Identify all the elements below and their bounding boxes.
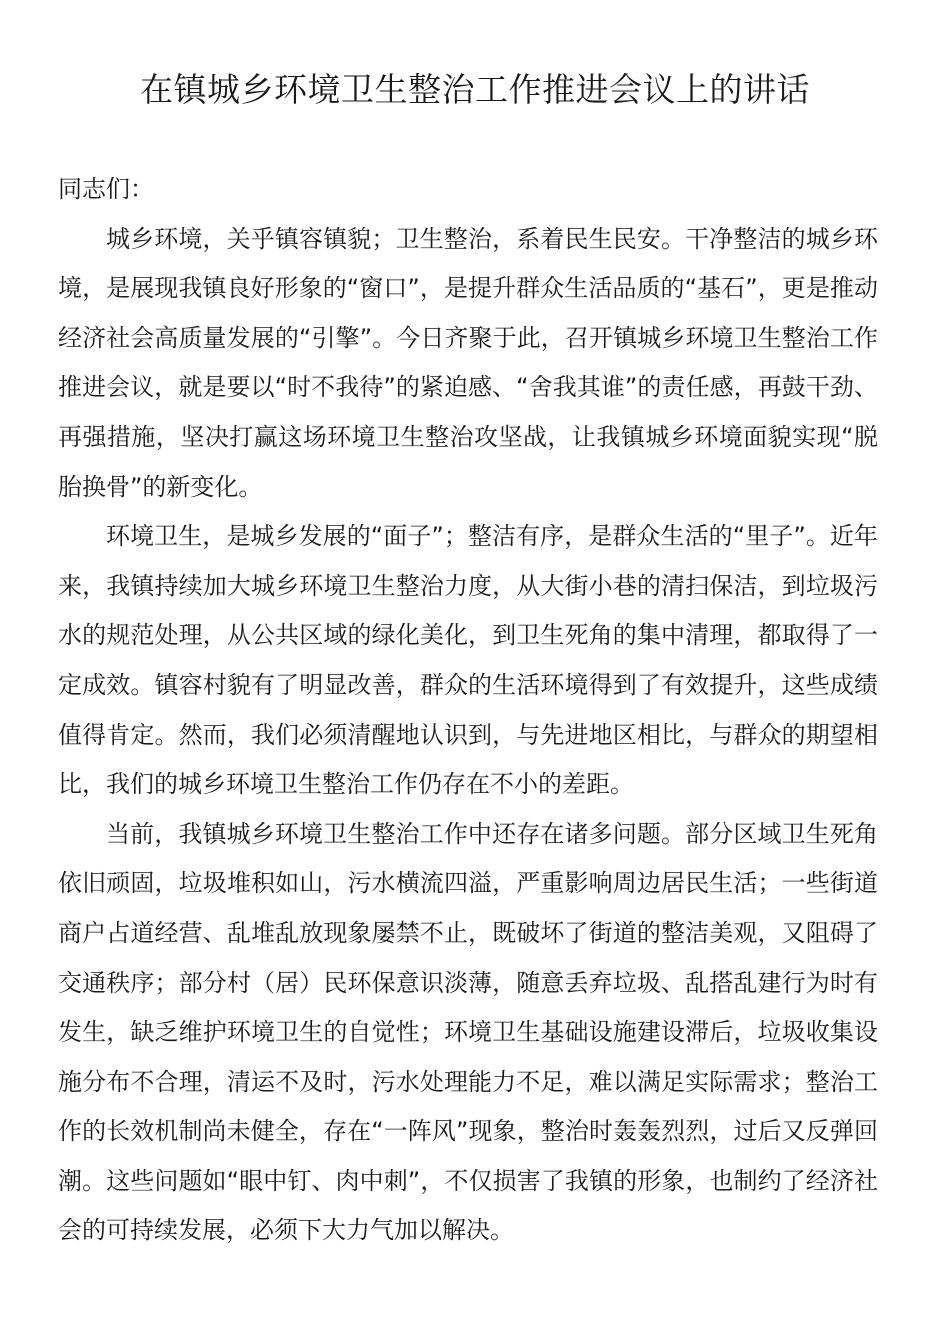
document-body (58, 165, 878, 1256)
salutation: 同志们： (58, 175, 154, 203)
document-title: 在镇城乡环境卫生整治工作推进会议上的讲话 (140, 70, 810, 109)
paragraph-1: 城乡环境，关乎镇容镇貌；卫生整治，系着民生民安。干净整洁的城乡环境，是展现我镇良好形象的“窗口”，是提升群众生活品质的“基石”，更是推动经济社会高质量发展的“引擎”。今日齐聚于此，召开镇城乡环境卫生整治工作推进会议，就是要以“时不我待”的紧迫感、“舍我其谁”的责任感，再鼓干劲、再强措施，坚决打赢这场环境卫生整治攻坚战，让我镇城乡环境面貌实现“脱胎换骨”的新变化。 (58, 224, 878, 501)
paragraph-2: 环境卫生，是城乡发展的“面子”；整洁有序，是群众生活的“里子”。近年来，我镇持续加大城乡环境卫生整治力度，从大街小巷的清扫保洁，到垃圾污水的规范处理，从公共区域的绿化美化，到卫生死角的集中清理，都取得了一定成效。镇容村貌有了明显改善，群众的生活环境得到了有效提升，这些成绩值得肯定。然而，我们必须清醒地认识到，与先进地区相比，与群众的期望相比，我们的城乡环境卫生整治工作仍存在不小的差距。 (58, 522, 878, 799)
paragraph-3: 当前，我镇城乡环境卫生整治工作中还存在诸多问题。部分区域卫生死角依旧顽固，垃圾堆积如山，污水横流四溢，严重影响周边居民生活；一些街道商户占道经营、乱堆乱放现象屡禁不止，既破坏了街道的整洁美观，又阻碍了交通秩序；部分村（居）民环保意识淡薄，随意丢弃垃圾、乱搭乱建行为时有发生，缺乏维护环境卫生的自觉性；环境卫生基础设施建设滞后，垃圾收集设施分布不合理，清运不及时，污水处理能力不足，难以满足实际需求；整治工作的长效机制尚未健全，存在“一阵风”现象，整治时轰轰烈烈，过后又反弹回潮。这些问题如“眼中钉、肉中刺”，不仅损害了我镇的形象，也制约了经济社会的可持续发展，必须下大力气加以解决。 (58, 819, 878, 1245)
